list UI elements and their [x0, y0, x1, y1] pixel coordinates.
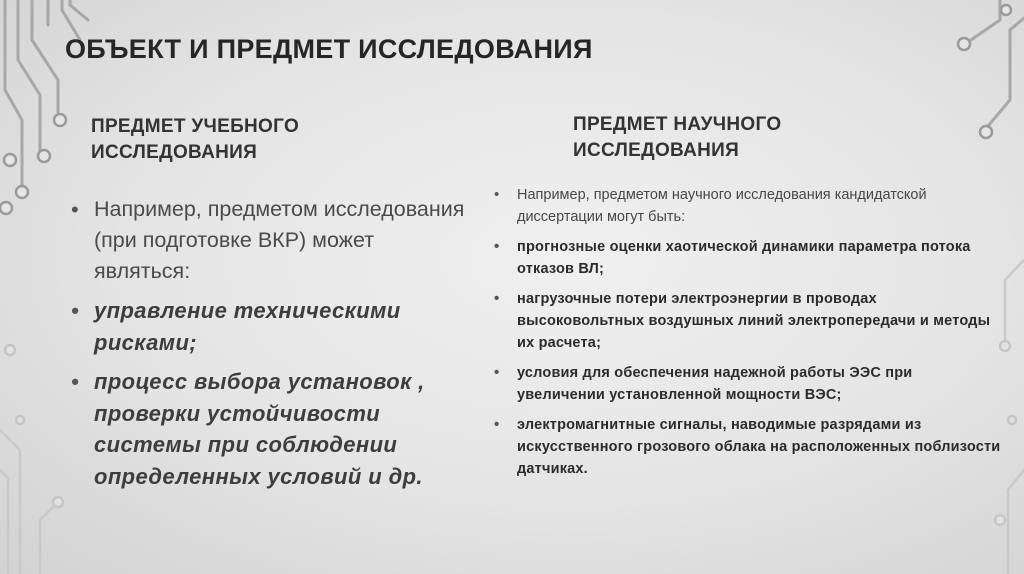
left-item-text: управление техническими рисками; — [94, 298, 401, 355]
left-column-heading — [91, 114, 351, 166]
list-item — [494, 184, 1004, 228]
list-item — [494, 288, 1004, 354]
bullet-icon: • — [71, 369, 80, 394]
left-heading-line-1: ПРЕДМЕТ УЧЕБНОГО — [91, 116, 300, 137]
right-heading-line-2: ИССЛЕДОВАНИЯ — [573, 140, 740, 161]
bullet-icon: • — [494, 416, 500, 433]
list-item — [494, 236, 1004, 280]
left-bullet-list — [70, 194, 470, 500]
list-item — [70, 194, 470, 287]
right-item-text: электромагнитные сигналы, наводимые разрядами из искусственного грозового облака на расположенных поблизости датчиках. — [517, 417, 1001, 477]
bullet-icon: • — [494, 186, 500, 203]
list-item — [494, 362, 1004, 406]
bullet-icon: • — [71, 197, 79, 222]
left-heading-line-2: ИССЛЕДОВАНИЯ — [91, 142, 258, 163]
right-bullet-list — [494, 184, 1004, 488]
circuit-traces-top-right — [958, 0, 1024, 138]
bullet-icon: • — [71, 298, 80, 323]
left-item-text: Например, предметом исследования (при подготовке ВКР) может являться: — [94, 197, 465, 283]
circuit-traces-top-left — [0, 0, 88, 214]
bullet-icon: • — [494, 364, 500, 381]
bullet-icon: • — [494, 290, 500, 307]
right-item-text: нагрузочные потери электроэнергии в проводах высоковольтных воздушных линий электропередачи и методы их расчета; — [517, 291, 991, 351]
right-item-text: прогнозные оценки хаотической динамики параметра потока отказов ВЛ; — [517, 239, 971, 277]
right-column-heading — [573, 112, 833, 164]
left-item-text: процесс выбора установок , проверки устойчивости системы при соблюдении определенных условий и др. — [94, 369, 425, 489]
bullet-icon: • — [494, 238, 500, 255]
right-item-text: Например, предметом научного исследования кандидатской диссертации могут быть: — [517, 187, 927, 225]
list-item — [494, 414, 1004, 480]
right-item-text: условия для обеспечения надежной работы ЭЭС при увеличении установленной мощности ВЭС; — [517, 365, 913, 403]
circuit-traces-bottom-left — [0, 345, 63, 574]
list-item — [70, 295, 470, 358]
slide-title: ОБЪЕКТ И ПРЕДМЕТ ИССЛЕДОВАНИЯ — [65, 34, 593, 64]
right-heading-line-1: ПРЕДМЕТ НАУЧНОГО — [573, 114, 782, 135]
list-item — [70, 366, 470, 492]
